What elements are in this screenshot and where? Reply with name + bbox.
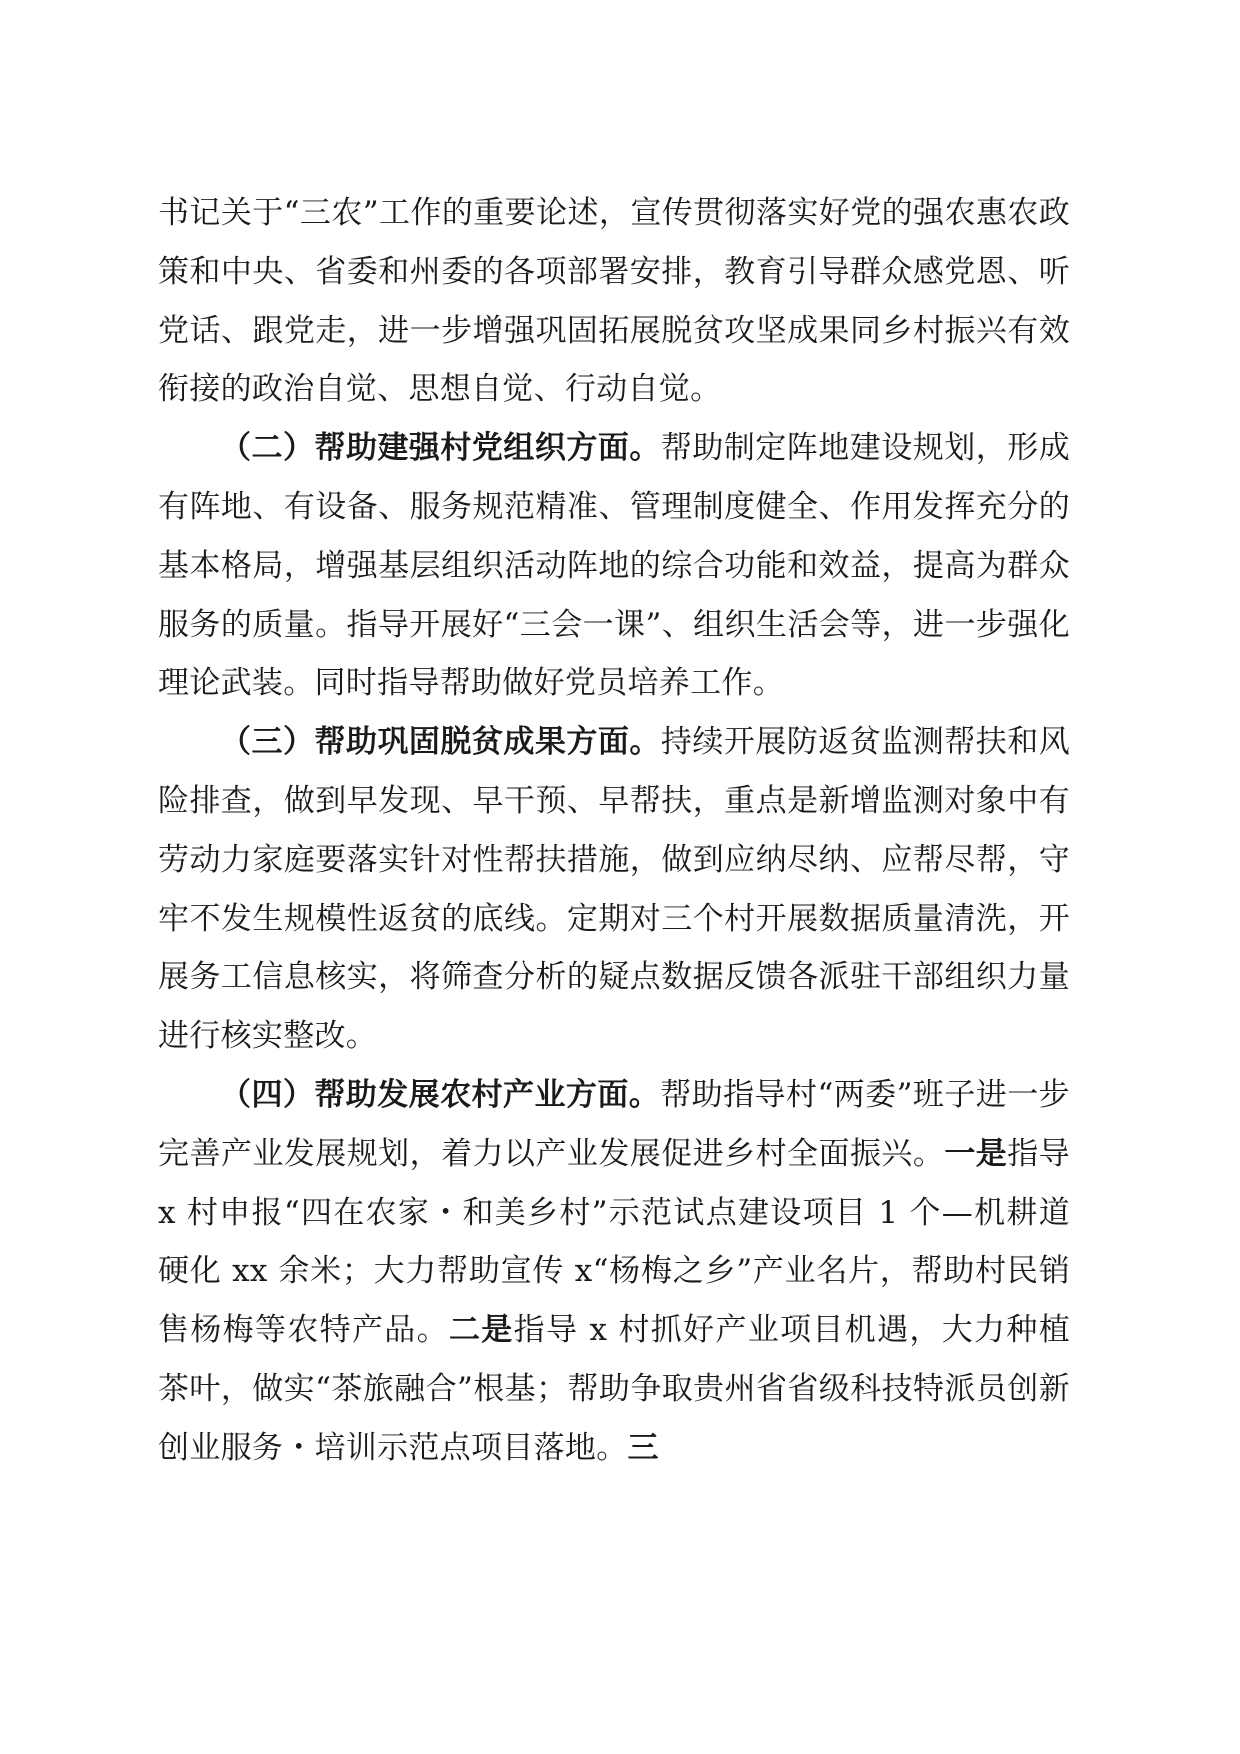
paragraph-text: 书记关于“三农”工作的重要论述，宣传贯彻落实好党的强农惠农政策和中央、省委和州委的各项部署安排，教育引导群众感党恩、听党话、跟党走，进一步增强巩固拓展脱贫攻坚成果同乡村振兴有效衔接的政治自觉、思想自觉、行动自觉。 [158, 195, 1070, 408]
paragraph-poverty-consolidation [158, 713, 1070, 1066]
paragraph-continuation [158, 184, 1070, 419]
point-one-lead: 一是 [944, 1135, 1008, 1172]
section-heading: （三）帮助巩固脱贫成果方面。 [220, 724, 661, 761]
document-body [158, 184, 1070, 1478]
section-heading: （四）帮助发展农村产业方面。 [220, 1076, 661, 1113]
paragraph-text: 持续开展防返贫监测帮扶和风险排查，做到早发现、早干预、早帮扶，重点是新增监测对象中有劳动力家庭要落实针对性帮扶措施，做到应纳尽纳、应帮尽帮，守牢不发生规模性返贫的底线。定期对三个村开展数据质量清洗，开展务工信息核实，将筛查分析的疑点数据反馈各派驻干部组织力量进行核实整改。 [158, 724, 1070, 1055]
paragraph-text: 帮助制定阵地建设规划，形成有阵地、有设备、服务规范精准、管理制度健全、作用发挥充分的基本格局，增强基层组织活动阵地的综合功能和效益，提高为群众服务的质量。指导开展好“三会一课”、组织生活会等，进一步强化理论武装。同时指导帮助做好党员培养工作。 [158, 430, 1070, 702]
paragraph-rural-industry [158, 1066, 1070, 1478]
point-two-text: 指导 x 村抓好产业项目机遇，大力种植茶叶，做实“茶旅融合”根基；帮助争取贵州省省级科技特派员创新创业服务・培训示范点项目落地。 [158, 1312, 1071, 1466]
paragraph-party-organization [158, 419, 1070, 713]
point-one-text: 指导 x 村申报“四在农家・和美乡村”示范试点建设项目 1 个—机耕道硬化 xx 余米；大力帮助宣传 x“杨梅之乡”产业名片，帮助村民销售杨梅等农特产品。 [158, 1135, 1070, 1349]
section-heading: （二）帮助建强村党组织方面。 [220, 430, 661, 467]
point-three-lead: 三 [627, 1429, 659, 1466]
point-two-lead: 二是 [448, 1312, 514, 1349]
paragraph-text: 帮助指导村“两委”班子进一步完善产业发展规划，着力以产业发展促进乡村全面振兴。 [158, 1076, 1070, 1172]
